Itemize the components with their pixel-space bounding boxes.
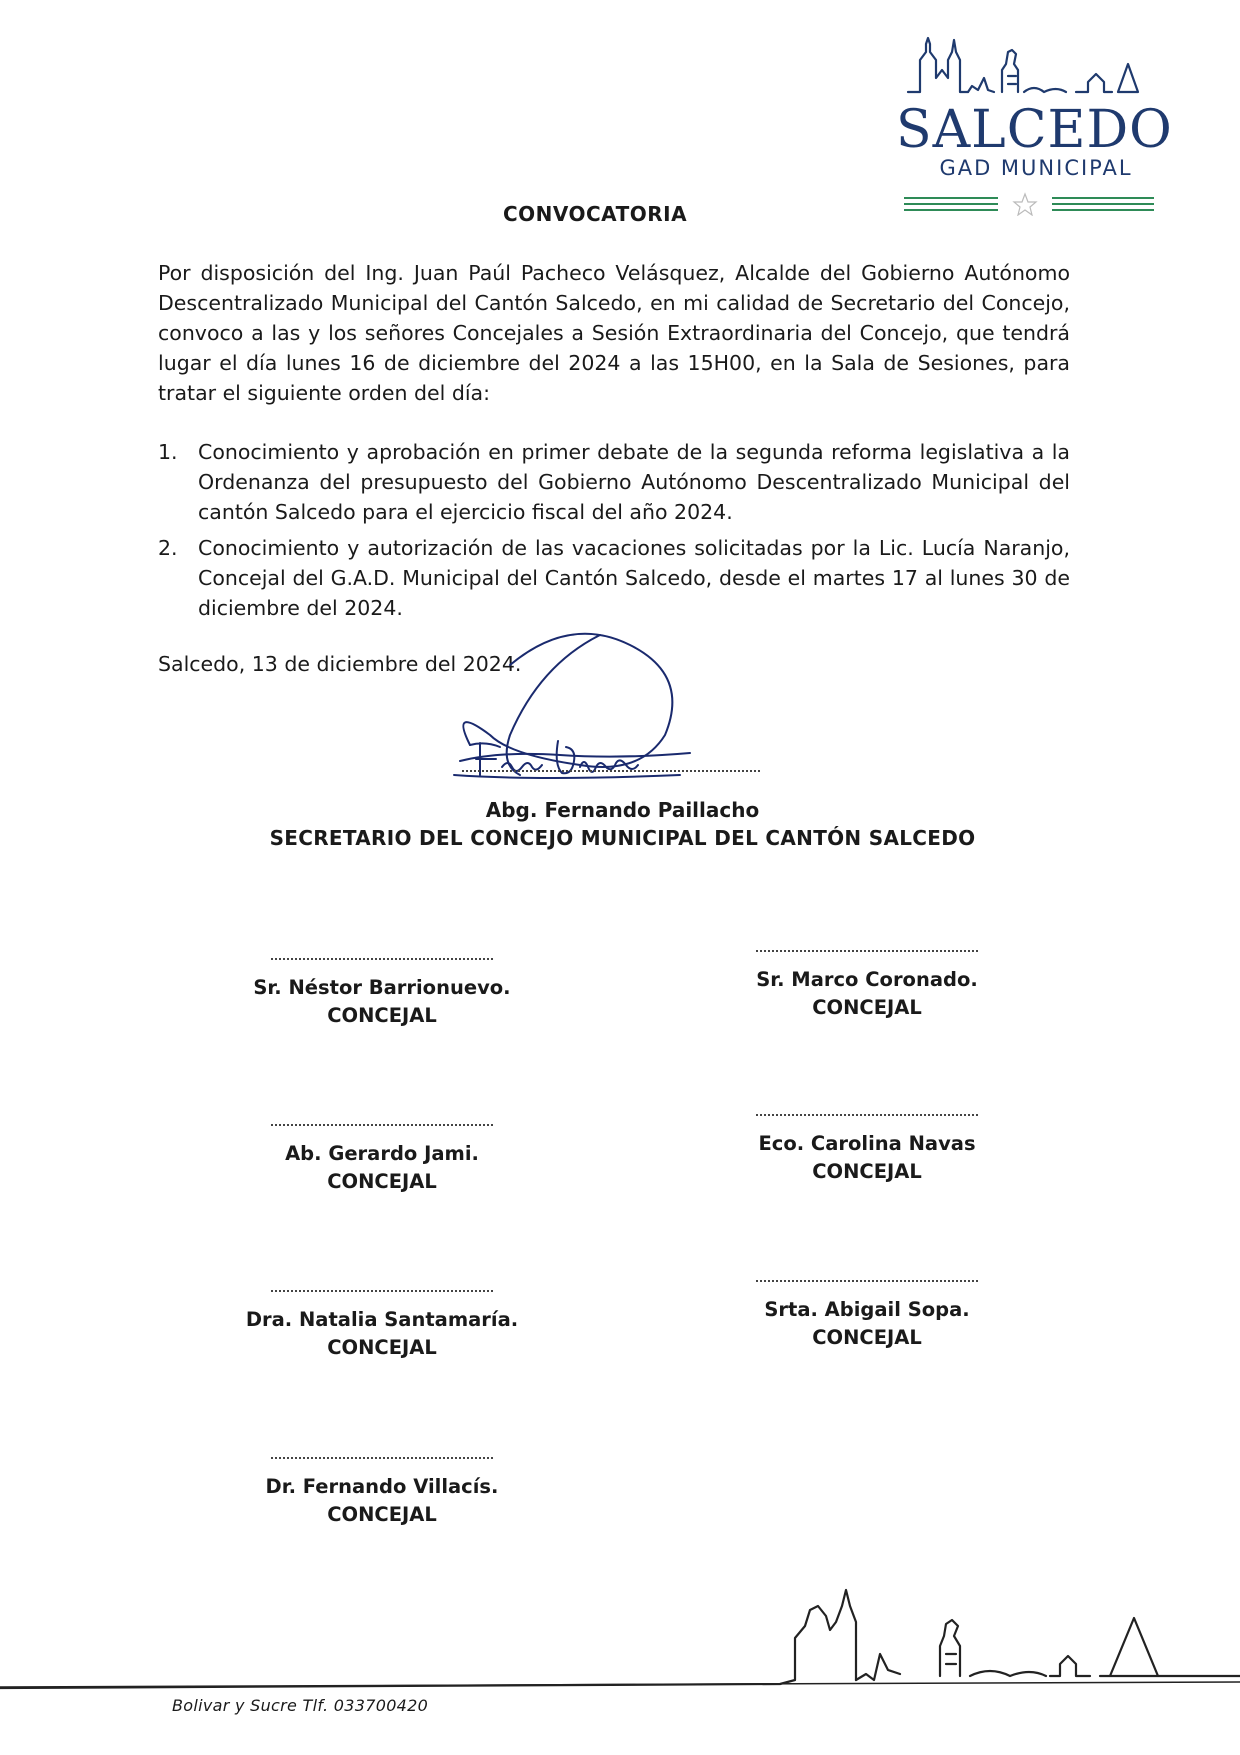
signature-line [271,958,493,960]
agenda-item-text: Conocimiento y autorización de las vacaciones solicitadas por la Lic. Lucía Naranjo, Concejal del G.A.D. Municipal del Cantón Salcedo, desde el martes 17 al lunes 30 de diciembre del 2024. [198,536,1070,620]
councillor-signature-block [717,1114,1017,1186]
councillor-role: CONCEJAL [327,1336,437,1359]
signature-line [462,770,760,772]
footer-skyline-icon [0,1570,1240,1690]
councillor-name: Srta. Abigail Sopa. [764,1298,970,1321]
councillor-role: CONCEJAL [812,1326,922,1349]
logo-wordmark: SALCEDO [896,100,1173,160]
councillor-role: CONCEJAL [327,1170,437,1193]
signature-line [271,1124,493,1126]
councillor-signature-block [232,958,532,1030]
agenda-item-number: 2. [158,536,178,560]
logo-subtitle: GAD MUNICIPAL [939,156,1133,180]
agenda-item [158,437,1070,527]
councillor-name: Dr. Fernando Villacís. [265,1475,499,1498]
secretary-signature [440,625,770,785]
place-date: Salcedo, 13 de diciembre del 2024. [158,652,522,676]
councillor-role: CONCEJAL [812,996,922,1019]
agenda-item-text: Conocimiento y aprobación en primer debate de la segunda reforma legislativa a la Ordenanza del presupuesto del Gobierno Autónomo Descentralizado Municipal del cantón Salcedo para el ejercicio fiscal del año 2024. [198,440,1070,524]
councillor-role: CONCEJAL [812,1160,922,1183]
signature-line [756,1114,978,1116]
councillor-role: CONCEJAL [327,1503,437,1526]
councillor-name: Eco. Carolina Navas [758,1132,976,1155]
councillor-name: Ab. Gerardo Jami. [285,1142,479,1165]
agenda-item-number: 1. [158,440,178,464]
councillor-signature-block [717,1280,1017,1352]
councillor-role: CONCEJAL [327,1004,437,1027]
councillor-signature-block [232,1124,532,1196]
secretary-name: Abg. Fernando Paillacho [485,798,760,822]
secretary-role: SECRETARIO DEL CONCEJO MUNICIPAL DEL CANTÓN SALCEDO [269,826,976,850]
signature-line [756,1280,978,1282]
agenda-item [158,533,1070,623]
page-title: CONVOCATORIA [502,202,688,226]
intro-paragraph: Por disposición del Ing. Juan Paúl Pacheco Velásquez, Alcalde del Gobierno Autónomo Descentralizado Municipal del Cantón Salcedo, en mi calidad de Secretario del Concejo, convoco a las y los señores Concejales a Sesión Extraordinaria del Concejo, que tendrá lugar el día lunes 16 de diciembre del 2024 a las 15H00, en la Sala de Sesiones, para tratar el siguiente orden del día: [158,261,1070,405]
skyline-icon [906,30,1146,100]
councillor-signature-block [232,1457,532,1529]
signature-line [271,1290,493,1292]
councillor-name: Sr. Néstor Barrionuevo. [253,976,511,999]
councillor-name: Sr. Marco Coronado. [756,968,978,991]
salcedo-logo [896,30,1173,220]
footer-address: Bolivar y Sucre Tlf. 033700420 [172,1696,429,1715]
councillor-signature-block [717,950,1017,1022]
councillor-name: Dra. Natalia Santamaría. [245,1308,519,1331]
councillor-signature-block [232,1290,532,1362]
signature-line [271,1457,493,1459]
signature-line [756,950,978,952]
